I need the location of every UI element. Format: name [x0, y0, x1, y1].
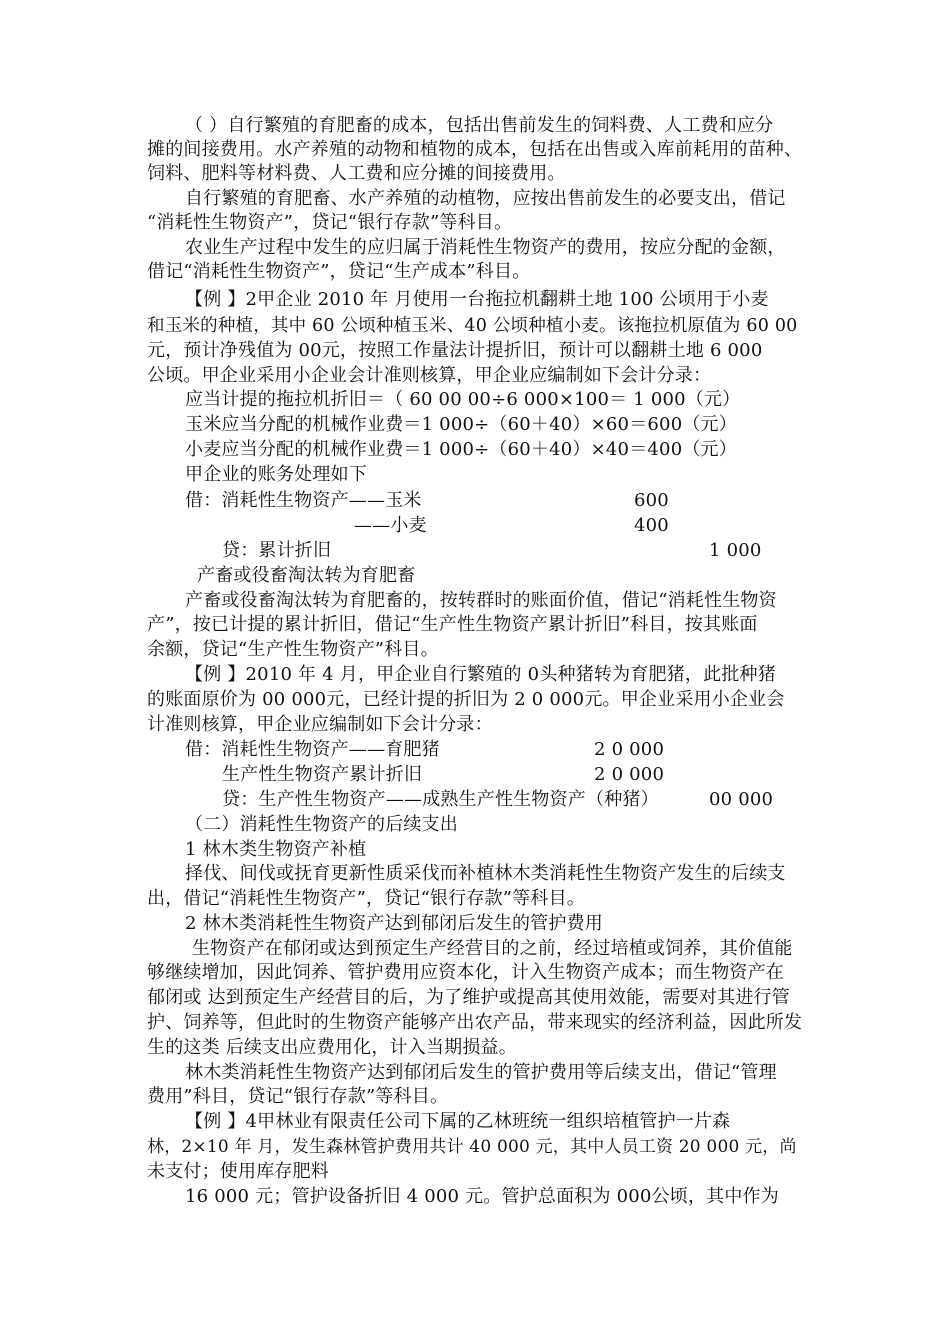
text-line: 产”，按已计提的累计折旧，借记“生产性生物资产累计折旧”科目，按其账面: [147, 614, 758, 635]
text-line: 和玉米的种植，其中 60 公顷种植玉米、40 公顷种植小麦。该拖拉机原值为 60 00: [147, 316, 798, 336]
journal-debit-corn: 借：消耗性生物资产——玉米: [185, 490, 422, 511]
text-line: 借记“消耗性生物资产”，贷记“生产成本”科目。: [147, 261, 531, 282]
journal-amount: 600: [634, 490, 669, 511]
text-line: 的账面原价为 00 000元，已经计提的折旧为 2 0 000元。甲企业采用小企业会: [147, 689, 785, 710]
journal-amount: 2 0 000: [594, 764, 665, 785]
text-line: 农业生产过程中发生的应归属于消耗性生物资产的费用，按应分配的金额，: [185, 237, 786, 258]
formula-line: 玉米应当分配的机械作业费＝1 000÷（60＋40）×60＝600（元）: [185, 414, 737, 435]
text-line: 产畜或役畜淘汰转为育肥畜的，按转群时的账面价值，借记“消耗性生物资: [185, 590, 777, 611]
journal-debit-wheat: ——小麦: [354, 515, 427, 536]
text-line: 林，2×10 年 月，发生森林管护费用共计 40 000 元，其中人员工资 20 000 元，尚: [147, 1137, 797, 1157]
journal-credit: 贷：累计折旧: [222, 540, 332, 561]
formula-line: 小麦应当分配的机械作业费＝1 000÷（60＋40）×40＝400（元）: [185, 439, 737, 460]
text-line: “消耗性生物资产”，贷记“银行存款”等科目。: [147, 212, 513, 233]
text-line: 郁闭或 达到预定生产经营目的后，为了维护或提高其使用效能，需要对其进行管: [147, 987, 790, 1008]
text-line: 余额，贷记“生产性生物资产”科目。: [147, 639, 439, 660]
journal-amount: 2 0 000: [594, 739, 665, 760]
example-heading: 【例 】2010 年 4 月，甲企业自行繁殖的 0头种猪转为育肥猪，此批种猪: [185, 664, 776, 685]
text-line: （ ）自行繁殖的育肥畜的成本，包括出售前发生的饲料费、人工费和应分: [185, 115, 774, 136]
text-line: 生的这类 后续支出应费用化，计入当期损益。: [147, 1037, 517, 1058]
text-line: 林木类消耗性生物资产达到郁闭后发生的管护费用等后续支出，借记“管理: [185, 1062, 777, 1083]
text-line: 未支付；使用库存肥料: [147, 1161, 329, 1182]
text-line: 公顷。甲企业采用小企业会计准则核算，甲企业应编制如下会计分录：: [147, 365, 712, 386]
text-line: 元，预计净残值为 00元，按照工作量法计提折旧，预计可以翻耕土地 6 000: [147, 340, 763, 361]
text-line: 生物资产在郁闭或达到预定生产经营目的之前，经过培植或饲养，其价值能: [192, 938, 793, 959]
text-line: 甲企业的账务处理如下: [185, 464, 367, 485]
example-heading: 【例 】4甲林业有限责任公司下属的乙林班统一组织培植管护一片森: [185, 1111, 731, 1132]
text-line: 择伐、间伐或抚育更新性质采伐而补植林木类消耗性生物资产发生的后续支: [185, 863, 786, 884]
section-heading: 产畜或役畜淘汰转为育肥畜: [197, 565, 416, 586]
text-line: 16 000 元；管护设备折旧 4 000 元。管护总面积为 000公顷，其中作为: [185, 1186, 779, 1207]
journal-amount: 00 000: [709, 789, 774, 810]
text-line: 够继续增加，因此饲养、管护费用应资本化，计入生物资产成本；而生物资产在: [147, 962, 784, 983]
text-line: 饲料、肥料等材料费、人工费和应分摊的间接费用。: [147, 163, 566, 184]
formula-line: 应当计提的拖拉机折旧＝（ 60 00 00÷6 000×100＝ 1 000（元）: [185, 389, 741, 410]
journal-credit: 贷：生产性生物资产——成熟生产性生物资产（种猪）: [222, 789, 659, 810]
journal-debit-pig: 借：消耗性生物资产——育肥猪: [185, 739, 440, 760]
text-line: 计准则核算，甲企业应编制如下会计分录：: [147, 714, 493, 735]
text-line: 护、饲养等，但此时的生物资产能够产出农产品，带来现实的经济利益，因此所发: [147, 1012, 803, 1033]
subsection-heading: 1 林木类生物资产补植: [185, 839, 367, 860]
journal-debit-dep: 生产性生物资产累计折旧: [222, 764, 423, 785]
subsection-heading: 2 林木类消耗性生物资产达到郁闭后发生的管护费用: [185, 913, 603, 934]
journal-amount: 1 000: [709, 540, 762, 561]
text-line: 费用”科目，贷记“银行存款”等科目。: [147, 1086, 449, 1107]
journal-amount: 400: [634, 515, 669, 536]
text-line: 出，借记“消耗性生物资产”，贷记“银行存款”等科目。: [147, 888, 586, 909]
example-heading: 【例 】2甲企业 2010 年 月使用一台拖拉机翻耕土地 100 公顷用于小麦: [185, 289, 769, 310]
text-line: 摊的间接费用。水产养殖的动物和植物的成本，包括在出售或入库前耗用的苗种、: [147, 139, 803, 160]
text-line: 自行繁殖的育肥畜、水产养殖的动植物，应按出售前发生的必要支出，借记: [185, 188, 786, 209]
section-heading: （二）消耗性生物资产的后续支出: [185, 814, 458, 835]
